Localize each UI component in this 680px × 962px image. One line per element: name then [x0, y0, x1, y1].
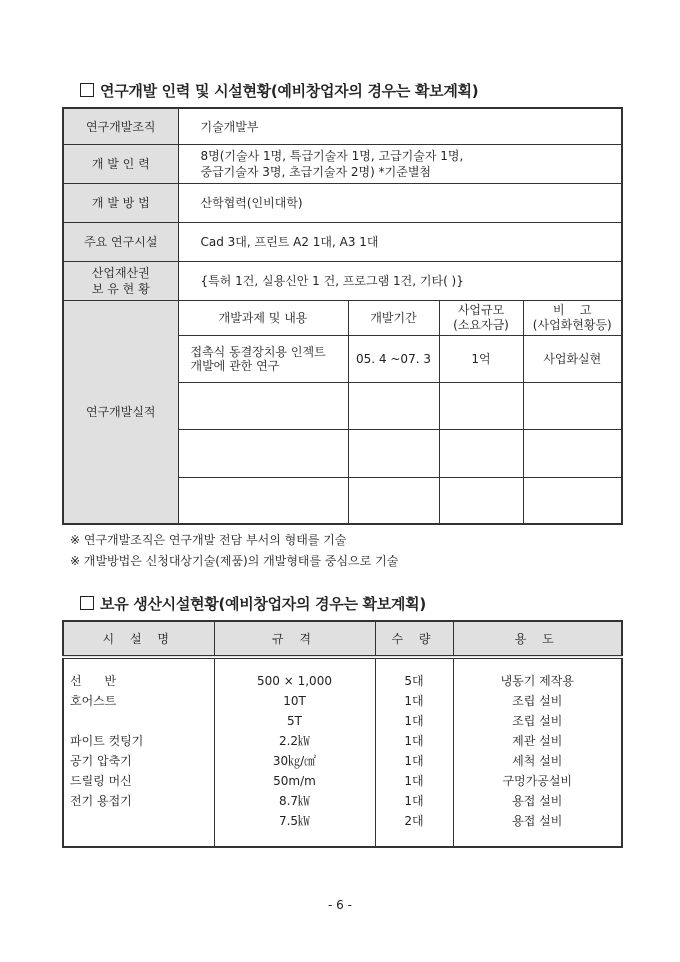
- facility-use: 제관 설비: [512, 734, 563, 748]
- facility-use: 구멍가공설비: [502, 774, 573, 788]
- row-label: 주요 연구시설: [63, 222, 178, 261]
- facility-use: 냉동기 제작용: [500, 674, 574, 688]
- facility-use: 세척 설비: [512, 754, 563, 768]
- rd-label: 연구개발실적: [63, 300, 178, 524]
- table-row: [63, 261, 622, 300]
- row-label: 개 발 인 력: [63, 144, 178, 183]
- facility-use: 조립 설비: [512, 694, 563, 708]
- facility-body: [63, 657, 622, 847]
- facility-qty: 2대: [404, 814, 424, 828]
- facility-spec: 2.2㎾: [278, 734, 311, 748]
- facility-qtys: [375, 657, 453, 847]
- facility-table: [62, 620, 623, 848]
- section2-title: 보유 생산시설현황(예비창업자의 경우는 확보계획): [100, 595, 426, 613]
- header-line: (사업화현황등): [532, 317, 612, 332]
- rd-header: 개발기간: [348, 300, 439, 335]
- facility-header-row: [63, 621, 622, 657]
- rd-task: [178, 335, 348, 382]
- facility-qty: 1대: [404, 714, 424, 728]
- rd-note: 사업화실현: [523, 335, 622, 382]
- table-row: [63, 108, 622, 144]
- task-line: 개발에 관한 연구: [190, 358, 280, 373]
- facility-spec: 30㎏/㎠: [272, 754, 317, 768]
- header-cell: 규 격: [214, 621, 375, 657]
- rd-header: [439, 300, 523, 335]
- label-line: 산업재산권: [91, 265, 150, 280]
- checkbox-square-icon: [80, 83, 94, 97]
- row-label: 연구개발조직: [63, 108, 178, 144]
- rd-header: 개발과제 및 내용: [178, 300, 348, 335]
- row-label: [63, 261, 178, 300]
- facility-uses: [453, 657, 622, 847]
- header-line: 사업규모: [457, 302, 505, 317]
- facility-name: 드릴링 머신: [70, 774, 132, 788]
- rd-table: [62, 107, 623, 525]
- rd-period: 05. 4 ~07. 3: [348, 335, 439, 382]
- header-line: 비 고: [553, 302, 592, 317]
- value-line: 중급기술자 3명, 초급기술자 2명) *기준별첨: [200, 164, 431, 179]
- rd-header-row: [63, 300, 622, 335]
- section1-title: 연구개발 인력 및 시설현황(예비창업자의 경우는 확보계획): [100, 82, 479, 100]
- value-line: 8명(기술사 1명, 특급기술자 1명, 고급기술자 1명,: [200, 148, 464, 163]
- note: ※ 개발방법은 신청대상기술(제품)의 개발형태를 중심으로 기술: [70, 554, 399, 568]
- facility-qty: 1대: [404, 754, 424, 768]
- row-value: 산학협력(인비대학): [178, 183, 622, 222]
- facility-spec: 7.5㎾: [278, 814, 311, 828]
- facility-qty: 1대: [404, 794, 424, 808]
- facility-spec: 500 × 1,000: [257, 674, 332, 688]
- row-label: 개 발 방 법: [63, 183, 178, 222]
- header-cell: 시 설 명: [63, 621, 214, 657]
- row-value: 기술개발부: [178, 108, 622, 144]
- page-number: - 6 -: [328, 898, 352, 912]
- table-row: [63, 144, 622, 183]
- row-value: Cad 3대, 프린트 A2 1대, A3 1대: [178, 222, 622, 261]
- row-value: {특허 1건, 실용신안 1 건, 프로그램 1건, 기타( )}: [178, 261, 622, 300]
- facility-use: 조립 설비: [512, 714, 563, 728]
- facility-name: 호어스트: [70, 694, 117, 708]
- facility-name: 공기 압축기: [70, 754, 132, 768]
- label-line: 보 유 현 황: [91, 281, 150, 296]
- facility-qty: 1대: [404, 774, 424, 788]
- facility-qty: 1대: [404, 734, 424, 748]
- facility-names: [63, 657, 214, 847]
- facility-spec: 50m/m: [273, 774, 316, 788]
- header-line: (소요자금): [453, 317, 509, 332]
- facility-specs: [214, 657, 375, 847]
- checkbox-square-icon: [80, 596, 94, 610]
- facility-qty: 1대: [404, 694, 424, 708]
- task-line: 접촉식 동결장치용 인젝트: [190, 344, 326, 359]
- table-row: [63, 183, 622, 222]
- facility-spec: 5T: [287, 714, 302, 728]
- note: ※ 연구개발조직은 연구개발 전담 부서의 형태를 기술: [70, 533, 347, 547]
- header-cell: 용 도: [453, 621, 622, 657]
- rd-header: [523, 300, 622, 335]
- header-cell: 수 량: [375, 621, 453, 657]
- facility-name: 전기 용접기: [70, 794, 132, 808]
- rd-scale: 1억: [439, 335, 523, 382]
- section2-heading: [80, 593, 426, 614]
- row-value: [178, 144, 622, 183]
- section1-heading: [80, 80, 478, 101]
- table-row: [63, 222, 622, 261]
- facility-spec: 10T: [283, 694, 306, 708]
- facility-qty: 5대: [404, 674, 424, 688]
- facility-name: [70, 711, 208, 731]
- facility-name: 파이트 컷팅기: [70, 734, 144, 748]
- facility-use: 용접 설비: [512, 814, 563, 828]
- facility-use: 용접 설비: [512, 794, 563, 808]
- facility-spec: 8.7㎾: [278, 794, 311, 808]
- facility-name: [70, 811, 208, 831]
- facility-name: 선 반: [70, 674, 117, 688]
